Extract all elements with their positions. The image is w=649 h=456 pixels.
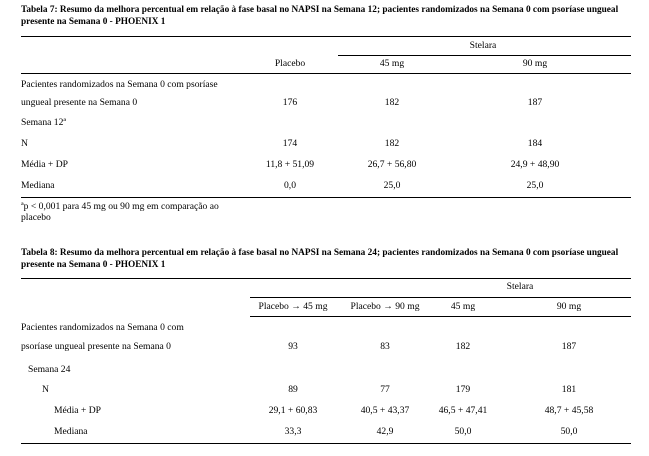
table7-median-label: Mediana	[21, 180, 55, 191]
table8-header-rule	[250, 316, 631, 317]
table7-median-placebo: 0,0	[284, 180, 296, 191]
table7-footnote-line2: placebo	[21, 212, 51, 223]
table7-header-rule	[21, 73, 631, 74]
table7-n-90mg: 184	[527, 138, 543, 149]
table7-n-label: N	[21, 138, 28, 149]
table7-n-45mg: 182	[384, 138, 400, 149]
table8-median-placebo-90mg: 42,9	[376, 426, 394, 437]
table7-col-placebo: Placebo	[274, 58, 306, 69]
table8-caption: Tabela 8: Resumo da melhora percentual em relação à fase basal no NAPSI na Semana 24; pacientes randomizados na Semana 0 com psoríase ungueal presente na Semana 0 - PHOENIX 1	[21, 248, 619, 270]
table7-randomized-45mg: 182	[384, 97, 400, 108]
table7-mean-label: Média + DP	[21, 159, 68, 170]
table8-col-placebo-90mg: Placebo → 90 mg	[350, 301, 420, 312]
table8-section-label: Semana 24	[28, 364, 71, 375]
table8-randomized-label-line2: psoríase ungueal presente na Semana 0	[21, 341, 171, 352]
table7-top-rule	[21, 36, 631, 37]
table8-col-90mg: 90 mg	[556, 301, 582, 312]
table7-mean-90mg: 24,9 + 48,90	[510, 159, 560, 170]
table7-median-45mg: 25,0	[383, 180, 401, 191]
table7-caption: Tabela 7: Resumo da melhora percentual em relação à fase basal no NAPSI na Semana 12; pacientes randomizados na Semana 0 com psoríase ungueal presente na Semana 0 - PHOENIX 1	[21, 5, 619, 27]
table8-randomized-label-line1: Pacientes randomizados na Semana 0 com	[21, 322, 184, 333]
table8-group-header: Stelara	[506, 281, 534, 292]
table8-top-rule	[21, 278, 631, 279]
table8-n-label: N	[42, 384, 49, 395]
table8-mean-placebo-90mg: 40,5 + 43,37	[360, 405, 410, 416]
table8-randomized-90mg: 187	[561, 341, 577, 352]
table7-median-90mg: 25,0	[526, 180, 544, 191]
table8-randomized-placebo-90mg: 83	[380, 341, 390, 352]
table7-group-header: Stelara	[469, 40, 497, 51]
table8-median-label: Mediana	[54, 426, 88, 437]
table7-mean-45mg: 26,7 + 56,80	[367, 159, 417, 170]
table8-n-45mg: 179	[455, 384, 471, 395]
table8-mean-label: Média + DP	[54, 405, 101, 416]
table7-mean-placebo: 11,8 + 51,09	[265, 159, 315, 170]
table8-col-45mg: 45 mg	[450, 301, 476, 312]
table7-n-placebo: 174	[282, 138, 298, 149]
table7-randomized-label-line2: ungueal presente na Semana 0	[21, 97, 138, 108]
table8-mean-placebo-45mg: 29,1 + 60,83	[268, 405, 318, 416]
table8-mean-45mg: 46,5 + 47,41	[438, 405, 488, 416]
table8-col-placebo-45mg: Placebo → 45 mg	[258, 301, 328, 312]
table8-median-placebo-45mg: 33,3	[284, 426, 302, 437]
table7-col-90mg: 90 mg	[522, 58, 548, 69]
table8-n-placebo-45mg: 89	[288, 384, 298, 395]
table8-n-90mg: 181	[561, 384, 577, 395]
table7-bottom-rule	[21, 197, 631, 198]
table8-median-90mg: 50,0	[560, 426, 578, 437]
table8-randomized-placebo-45mg: 93	[288, 341, 298, 352]
table7-randomized-placebo: 176	[282, 97, 298, 108]
table7-group-rule	[338, 55, 631, 56]
table8-bottom-rule	[21, 443, 631, 444]
table7-col-45mg: 45 mg	[379, 58, 405, 69]
table7-randomized-label-line1: Pacientes randomizados na Semana 0 com psoríase	[21, 79, 218, 90]
table8-n-placebo-90mg: 77	[380, 384, 390, 395]
table8-group-rule	[250, 297, 631, 298]
table7-footnote-line1: ªp < 0,001 para 45 mg ou 90 mg em comparação ao	[21, 201, 219, 212]
table7-randomized-90mg: 187	[527, 97, 543, 108]
table8-mean-90mg: 48,7 + 45,58	[544, 405, 594, 416]
table8-randomized-45mg: 182	[455, 341, 471, 352]
table8-median-45mg: 50,0	[454, 426, 472, 437]
table7-section-label: Semana 12ª	[21, 117, 67, 128]
